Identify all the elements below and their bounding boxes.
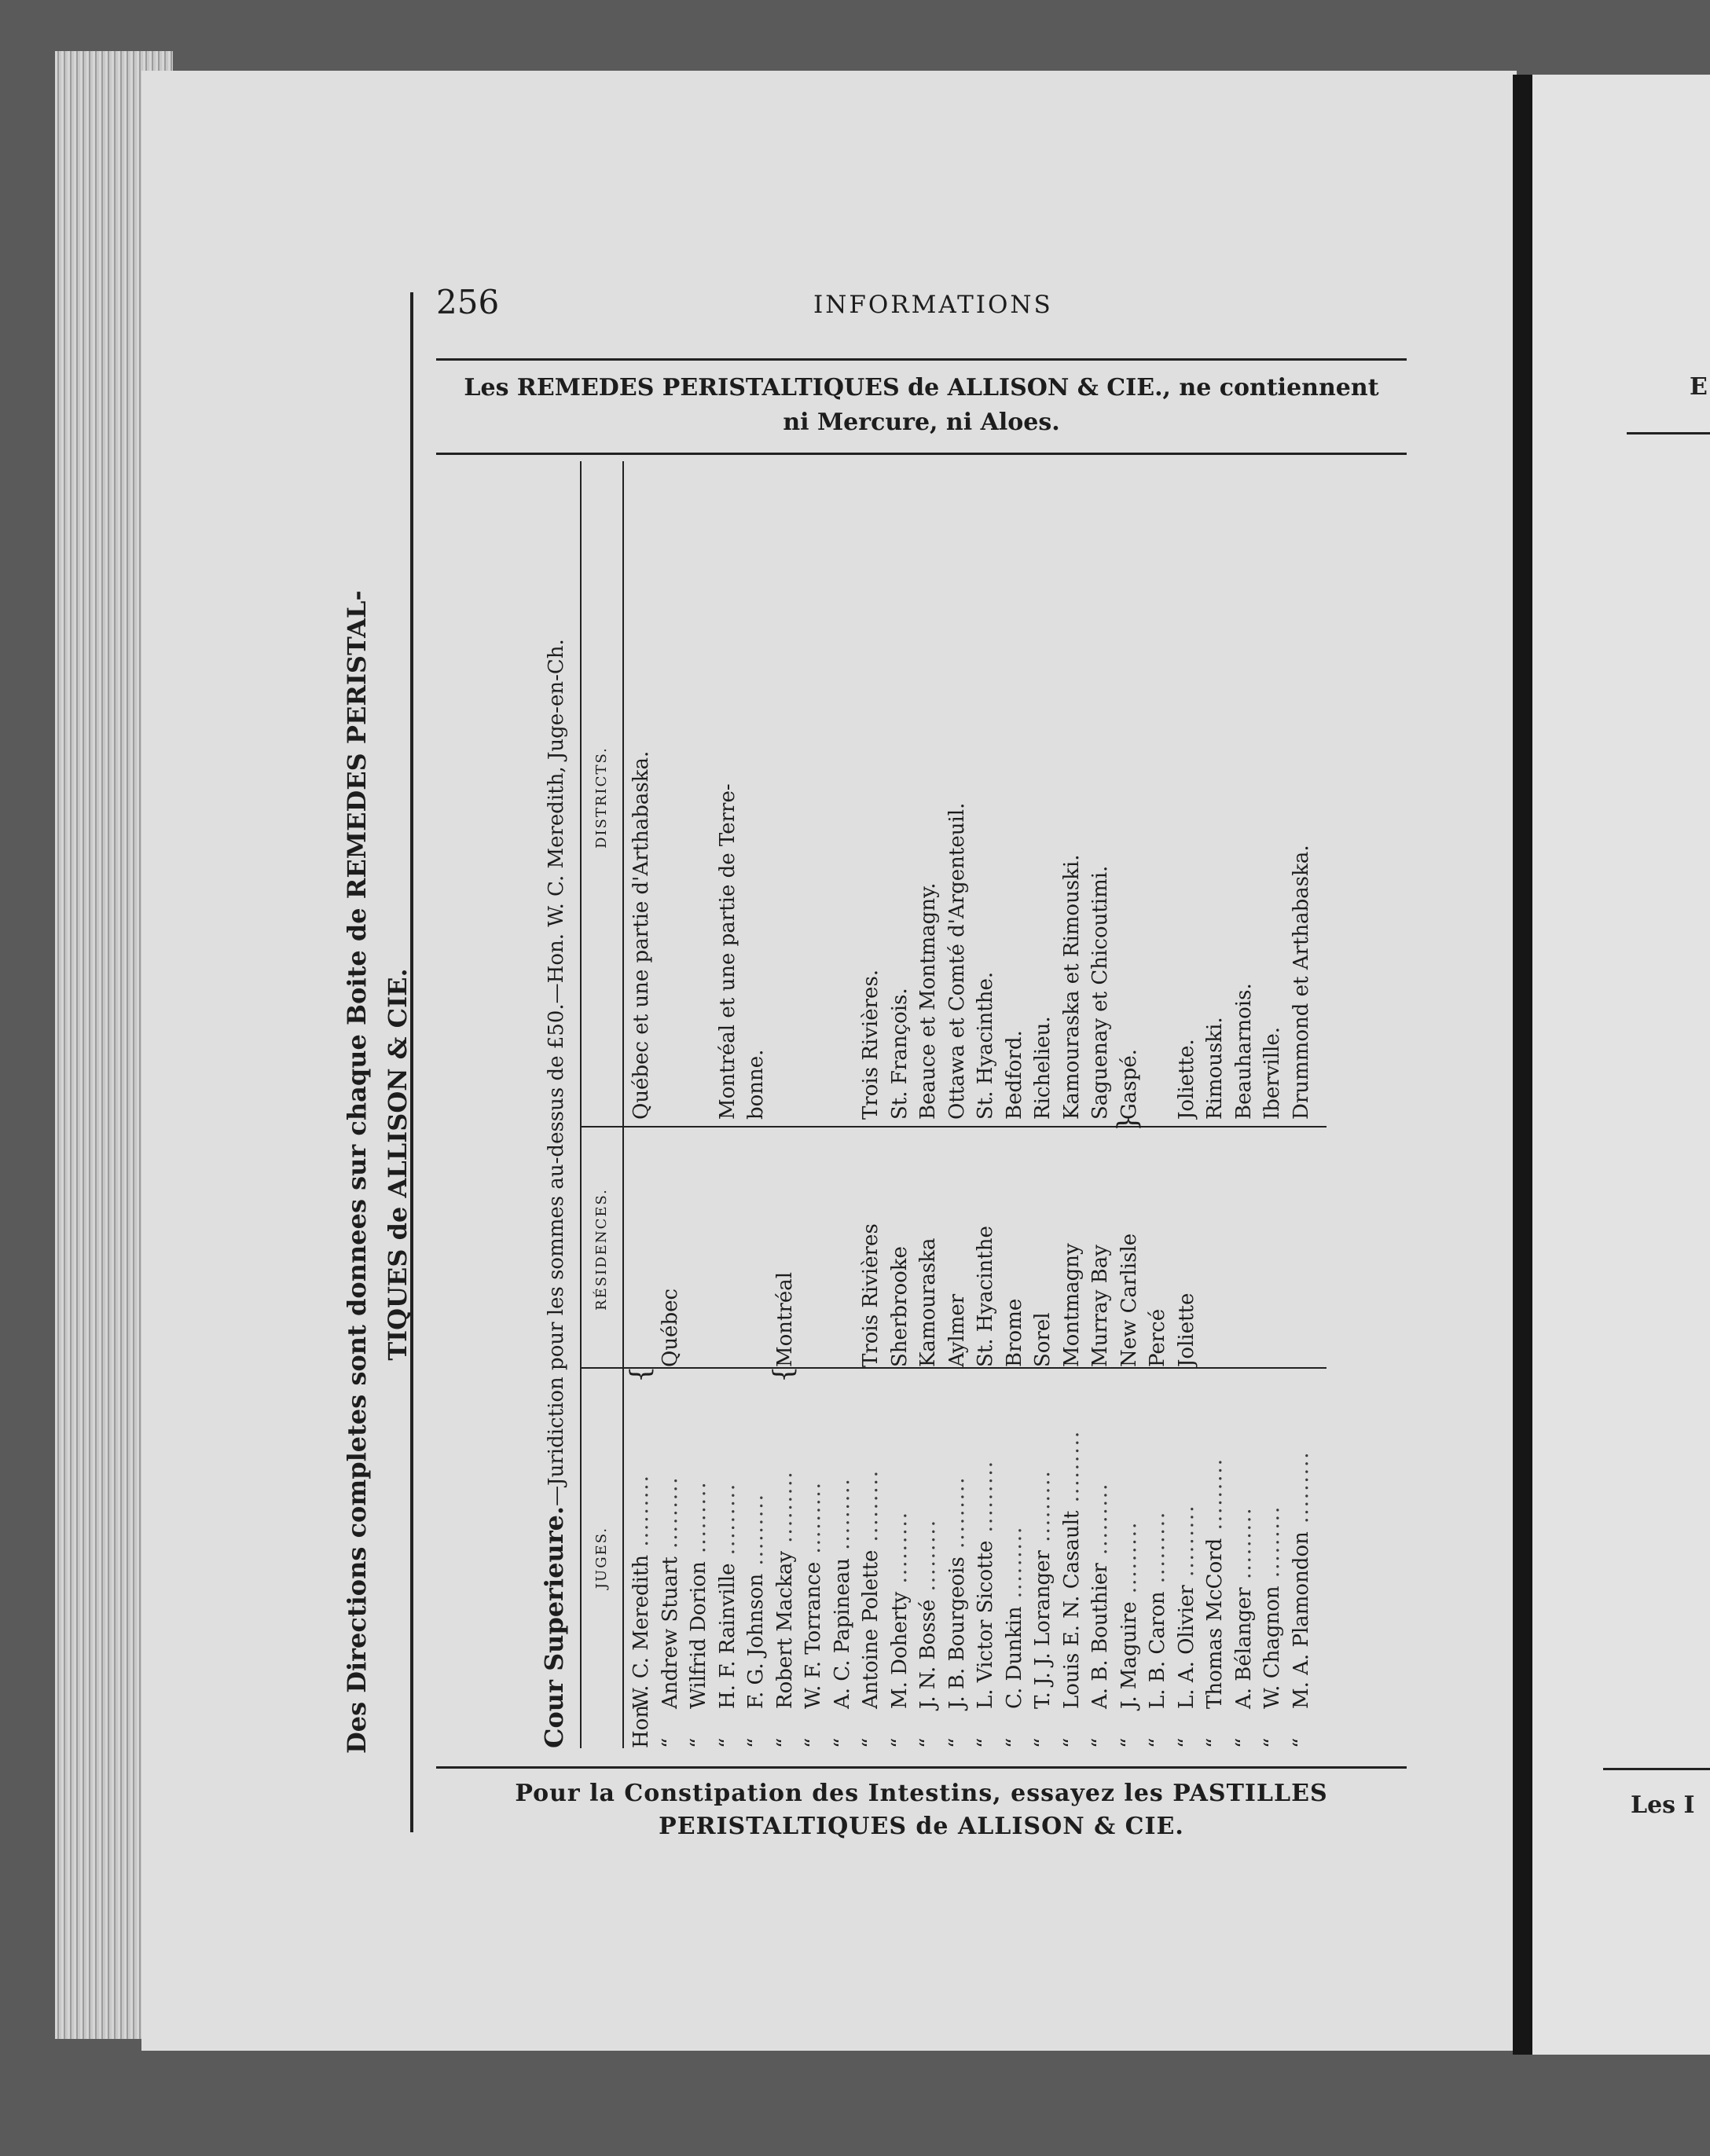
table-title: Cour Superieure. (539, 1505, 569, 1748)
table-row: “J. B. Bourgeois ......... Aylmer Ottawa et Comté d'Argenteuil. (943, 461, 972, 1748)
judge-name: A. B. Bouthier (1088, 1563, 1112, 1709)
judge-name: C. Dunkin (1002, 1606, 1026, 1709)
district: Rimouski. (1203, 1017, 1227, 1120)
table-row: “Robert Mackay ......... Montréal (771, 461, 800, 1748)
table-row: “L. Victor Sicotte ......... St. Hyacinthe St. Hyacinthe. (971, 461, 1000, 1748)
table-row: “J. Maguire ......... New Carlisle Gaspé. (1115, 461, 1144, 1748)
table-row: “A. B. Bouthier ......... Murray Bay Saguenay et Chicoutimi. (1086, 461, 1115, 1748)
banner-ad-top (436, 371, 1407, 440)
district: St. Hyacinthe. (974, 971, 997, 1120)
judge-name: F. G. Johnson (744, 1573, 768, 1709)
residence (1258, 1131, 1287, 1367)
residence: Percé (1146, 1308, 1169, 1367)
district (656, 475, 685, 1120)
judge-name: W. C. Meredith (629, 1554, 653, 1709)
district: Saguenay et Chicoutimi. (1088, 865, 1112, 1120)
table-row: “W. Chagnon ......... Iberville. (1258, 461, 1287, 1748)
district: Beauce et Montmagny. (916, 882, 940, 1120)
table-row: “Louis E. N. Casault ......... Montmagny Kamouraska et Rimouski. (1058, 461, 1087, 1748)
residence (1287, 1131, 1316, 1367)
table-row: “W. F. Torrance ......... (799, 461, 828, 1748)
brace-glyph: { (768, 1366, 799, 1383)
table-row: “L. A. Olivier ......... Joliette Joliette. (1172, 461, 1202, 1748)
table-row: “Andrew Stuart ......... Québec (656, 461, 685, 1748)
residence (714, 1131, 743, 1367)
district (771, 475, 800, 1120)
judge-name: W. F. Torrance (802, 1561, 825, 1709)
district: Bedford. (1002, 1030, 1026, 1120)
district: Iberville. (1260, 1026, 1284, 1120)
judge-name: Thomas McCord (1203, 1538, 1227, 1709)
side-advertisement-line1: Des Directions completes sont donnees sur chaque Boite de REMEDES PERISTAL- (342, 590, 372, 1754)
side-advertisement-line2: TIQUES de ALLISON & CIE. (383, 968, 413, 1361)
facing-page-rule (1627, 432, 1710, 434)
table-row: “C. Dunkin ......... Brome Bedford. (1000, 461, 1029, 1748)
table-rule-header (622, 461, 624, 1748)
book-gutter (1513, 75, 1532, 2055)
residence: Montmagny (1059, 1243, 1084, 1367)
table-row: “H. F. Rainville ......... Montréal et une partie de Terre- (714, 461, 743, 1748)
residence: Brome (1002, 1298, 1026, 1367)
judge-name: Robert Mackay (772, 1550, 797, 1709)
district: Richelieu. (1031, 1016, 1055, 1120)
table-row: “F. G. Johnson ......... bonne. (742, 461, 771, 1748)
judge-name: J. Maguire (1117, 1601, 1141, 1709)
residence: Kamouraska (916, 1238, 940, 1367)
column-header-judges: JUGES. (593, 1526, 610, 1590)
district: Gaspé. (1117, 1049, 1141, 1120)
district (828, 475, 857, 1120)
residence: Sorel (1031, 1312, 1055, 1367)
banner-ad-top-line1: Les REMEDES PERISTALTIQUES de ALLISON & CIE., ne contiennent (464, 374, 1379, 402)
residence: New Carlisle (1117, 1233, 1141, 1367)
district (1143, 475, 1172, 1120)
table-row: “L. B. Caron ......... Percé (1143, 461, 1172, 1748)
residence (799, 1131, 828, 1367)
column-header-residences: RÉSIDENCES. (593, 1188, 610, 1311)
court-table (534, 461, 1327, 1748)
footer-advertisement-line1: Pour la Constipation des Intestins, essayez les PASTILLES (515, 1780, 1328, 1807)
banner-rule-top (436, 358, 1407, 361)
judge-name: H. F. Rainville (715, 1563, 739, 1709)
facing-page-rule-bottom (1603, 1768, 1710, 1770)
table-row: “M. Doherty ......... Sherbrooke St. François. (886, 461, 915, 1748)
residence: Aylmer (945, 1293, 969, 1367)
district: Trois Rivières. (859, 969, 883, 1120)
residence: Montréal (772, 1271, 797, 1367)
footer-rule (436, 1766, 1407, 1769)
district: Montréal et une partie de Terre- (715, 783, 739, 1120)
judge-name: M. Doherty (887, 1591, 912, 1709)
residence: Québec (658, 1288, 682, 1367)
residence (627, 1131, 656, 1367)
facing-page-header-fragment: E (1690, 373, 1708, 401)
residence: St. Hyacinthe (974, 1226, 997, 1367)
table-row: “T. J. J. Loranger ......... Sorel Richelieu. (1029, 461, 1058, 1748)
residence (1201, 1131, 1230, 1367)
district: Ottawa et Comté d'Argenteuil. (945, 802, 969, 1120)
table-heading (534, 461, 574, 1748)
table-row: “Antoine Polette ......... Trois Rivières Trois Rivières. (857, 461, 886, 1748)
table-row: Hon.W. C. Meredith ......... Québec et une partie d'Arthabaska. (627, 461, 656, 1748)
table-row: “M. A. Plamondon ......... Drummond et Arthabaska. (1287, 461, 1316, 1748)
district: Joliette. (1174, 1039, 1198, 1120)
judge-name: T. J. J. Loranger (1031, 1550, 1055, 1709)
page-number: 256 (436, 283, 500, 321)
district: Québec et une partie d'Arthabaska. (629, 750, 653, 1120)
district: Beauharnois. (1231, 983, 1256, 1120)
residence (828, 1131, 857, 1367)
residence (1230, 1131, 1259, 1367)
judge-name: Antoine Polette (859, 1549, 883, 1709)
facing-page (1532, 75, 1710, 2055)
brace-glyph: } (1112, 1114, 1143, 1131)
judge-name: A. C. Papineau (830, 1558, 854, 1709)
district: bonne. (744, 1049, 768, 1120)
judge-name: A. Bélanger (1231, 1587, 1256, 1709)
judge-name: Wilfrid Dorion (687, 1561, 710, 1709)
judge-name: J. B. Bourgeois (945, 1556, 969, 1709)
residence (742, 1131, 771, 1367)
residence (684, 1131, 714, 1367)
side-advertisement (336, 371, 418, 1754)
residence: Joliette (1174, 1292, 1198, 1367)
district: St. François. (887, 988, 912, 1120)
column-header-districts: DISTRICTS. (593, 746, 610, 849)
residence: Sherbrooke (887, 1246, 912, 1367)
district: Kamouraska et Rimouski. (1059, 854, 1084, 1120)
footer-advertisement (436, 1777, 1407, 1843)
table-description: —Juridiction pour les sommes au-dessus de £50.—Hon. W. C. Meredith, Juge-en-Ch. (545, 639, 568, 1506)
district: Drummond et Arthabaska. (1289, 845, 1313, 1120)
running-title: INFORMATIONS (813, 291, 1053, 319)
judge-name: Andrew Stuart (658, 1556, 682, 1709)
facing-page-footer-fragment: Les I (1631, 1791, 1695, 1819)
footer-advertisement-line2: PERISTALTIQUES de ALLISON & CIE. (659, 1813, 1184, 1840)
table-rule-top (580, 461, 582, 1748)
district (684, 475, 714, 1120)
judge-name: M. A. Plamondon (1289, 1531, 1313, 1709)
table-row: “A. C. Papineau ......... (828, 461, 857, 1748)
judge-name: J. N. Bossé (916, 1599, 940, 1709)
table-row: “J. N. Bossé ......... Kamouraska Beauce et Montmagny. (914, 461, 943, 1748)
banner-rule-bottom (436, 453, 1407, 455)
table-row: “Wilfrid Dorion ......... (684, 461, 714, 1748)
judge-name: Louis E. N. Casault (1059, 1510, 1084, 1709)
table-row: “Thomas McCord ......... Rimouski. (1201, 461, 1230, 1748)
residence: Trois Rivières (859, 1223, 883, 1367)
judge-name: L. B. Caron (1146, 1591, 1169, 1709)
judge-name: W. Chagnon (1260, 1586, 1284, 1709)
banner-ad-top-line2: ni Mercure, ni Aloes. (783, 409, 1060, 436)
residence: Murray Bay (1088, 1245, 1112, 1367)
judge-name: L. A. Olivier (1174, 1585, 1198, 1709)
table-row: “A. Bélanger ......... Beauharnois. (1230, 461, 1259, 1748)
district (799, 475, 828, 1120)
judge-name: L. Victor Sicotte (974, 1540, 997, 1709)
brace-glyph: { (625, 1366, 656, 1383)
